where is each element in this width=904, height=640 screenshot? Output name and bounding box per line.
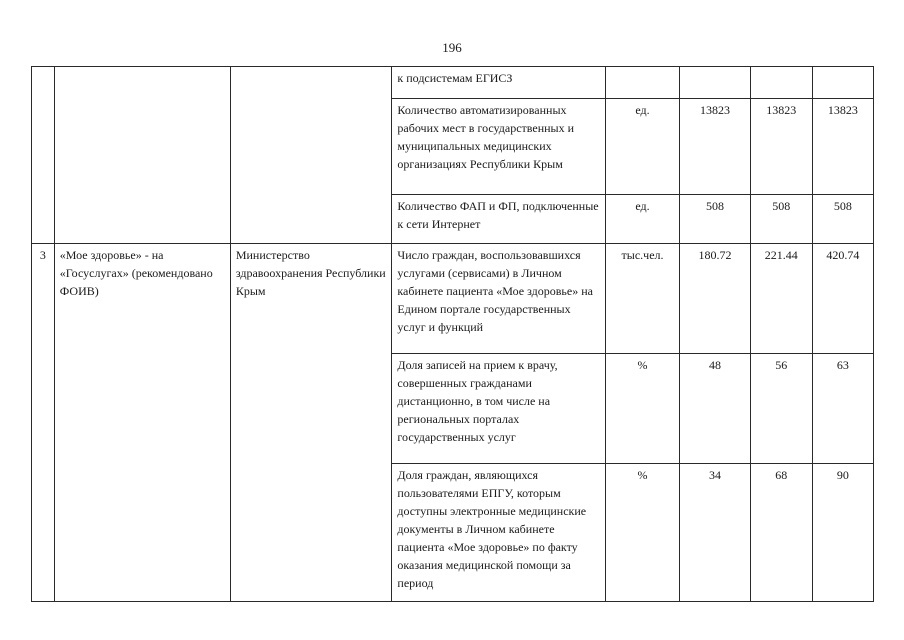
value-cell-1: 13823 <box>680 99 750 195</box>
value-cell-1: 34 <box>680 464 750 602</box>
executor-cell: Министерство здравоохранения Республики Крым <box>230 244 392 602</box>
value-cell-2 <box>750 67 812 99</box>
indicators-table <box>31 66 874 602</box>
indicator-cell: Количество автоматизированных рабочих мест в государственных и муниципальных медицинских организациях Республики Крым <box>392 99 605 195</box>
value-cell-3: 63 <box>812 354 873 464</box>
unit-cell: % <box>605 464 680 602</box>
value-cell-3: 508 <box>812 195 873 244</box>
page-number: 196 <box>442 40 462 55</box>
value-cell-3 <box>812 67 873 99</box>
value-cell-2: 13823 <box>750 99 812 195</box>
table-row <box>32 67 874 99</box>
table-row <box>32 244 874 354</box>
indicator-cell: Количество ФАП и ФП, подключенные к сети Интернет <box>392 195 605 244</box>
value-cell-3: 90 <box>812 464 873 602</box>
indicator-cell: Доля записей на прием к врачу, совершенных гражданами дистанционно, в том числе на региональных порталах государственных услуг <box>392 354 605 464</box>
value-cell-3: 420.74 <box>812 244 873 354</box>
value-cell-2: 508 <box>750 195 812 244</box>
indicator-cell: Доля граждан, являющихся пользователями ЕПГУ, которым доступны электронные медицинские документы в Личном кабинете пациента «Мое здоровье» по факту оказания медицинской помощи за период <box>392 464 605 602</box>
unit-cell: ед. <box>605 99 680 195</box>
project-cell <box>54 67 230 244</box>
unit-cell: % <box>605 354 680 464</box>
project-cell: «Мое здоровье» - на «Госуслугах» (рекомендовано ФОИВ) <box>54 244 230 602</box>
value-cell-2: 56 <box>750 354 812 464</box>
value-cell-1 <box>680 67 750 99</box>
unit-cell <box>605 67 680 99</box>
unit-cell: тыс.чел. <box>605 244 680 354</box>
value-cell-2: 221.44 <box>750 244 812 354</box>
value-cell-1: 180.72 <box>680 244 750 354</box>
indicator-cell: Число граждан, воспользовавшихся услугами (сервисами) в Личном кабинете пациента «Мое здоровье» на Едином портале государственных услуг и функций <box>392 244 605 354</box>
value-cell-2: 68 <box>750 464 812 602</box>
value-cell-3: 13823 <box>812 99 873 195</box>
row-number-cell <box>32 67 55 244</box>
value-cell-1: 48 <box>680 354 750 464</box>
indicator-cell: к подсистемам ЕГИСЗ <box>392 67 605 99</box>
row-number-cell: 3 <box>32 244 55 602</box>
unit-cell: ед. <box>605 195 680 244</box>
executor-cell <box>230 67 392 244</box>
value-cell-1: 508 <box>680 195 750 244</box>
